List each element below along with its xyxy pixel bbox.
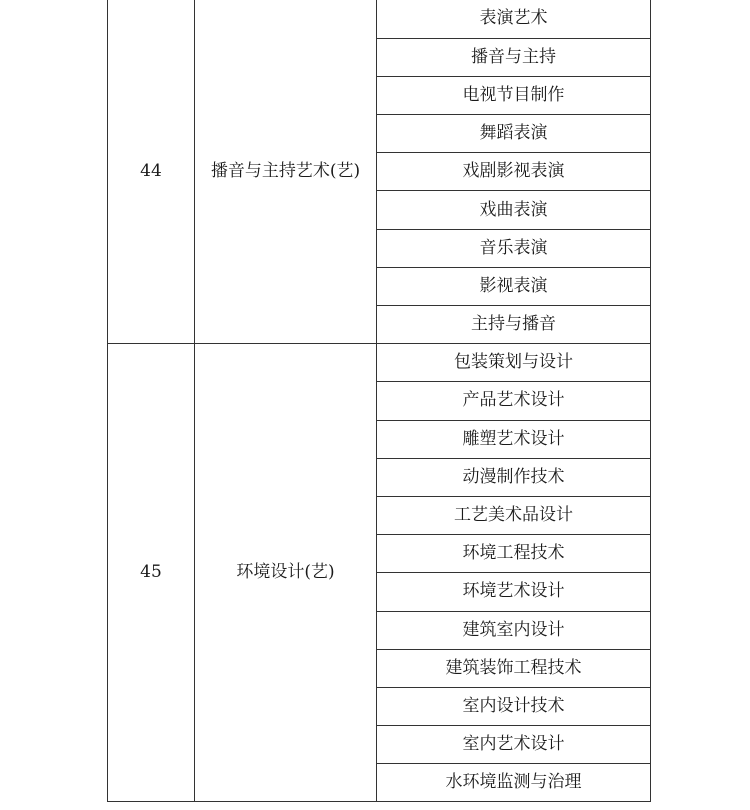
group-number-cell: 44 [108, 0, 195, 344]
major-name-cell: 环境设计(艺) [195, 344, 377, 802]
table-row [108, 344, 651, 382]
subject-cell: 建筑装饰工程技术 [377, 649, 651, 687]
subject-cell: 室内设计技术 [377, 687, 651, 725]
table-row [108, 0, 651, 38]
subject-cell: 环境艺术设计 [377, 573, 651, 611]
subject-cell: 包装策划与设计 [377, 344, 651, 382]
subject-cell: 雕塑艺术设计 [377, 420, 651, 458]
group-number-cell: 45 [108, 344, 195, 802]
major-name-cell: 播音与主持艺术(艺) [195, 0, 377, 344]
subject-cell: 戏曲表演 [377, 191, 651, 229]
subject-cell: 动漫制作技术 [377, 458, 651, 496]
subject-cell: 戏剧影视表演 [377, 153, 651, 191]
major-table-container [107, 0, 651, 802]
subject-cell: 环境工程技术 [377, 535, 651, 573]
subject-cell: 主持与播音 [377, 306, 651, 344]
subject-cell: 工艺美术品设计 [377, 496, 651, 534]
major-table-body [108, 0, 651, 802]
subject-cell: 舞蹈表演 [377, 115, 651, 153]
subject-cell: 电视节目制作 [377, 76, 651, 114]
subject-cell: 播音与主持 [377, 38, 651, 76]
subject-cell: 建筑室内设计 [377, 611, 651, 649]
subject-cell: 水环境监测与治理 [377, 764, 651, 802]
subject-cell: 产品艺术设计 [377, 382, 651, 420]
subject-cell: 影视表演 [377, 267, 651, 305]
subject-cell: 音乐表演 [377, 229, 651, 267]
major-table [107, 0, 651, 802]
subject-cell: 室内艺术设计 [377, 726, 651, 764]
subject-cell: 表演艺术 [377, 0, 651, 38]
